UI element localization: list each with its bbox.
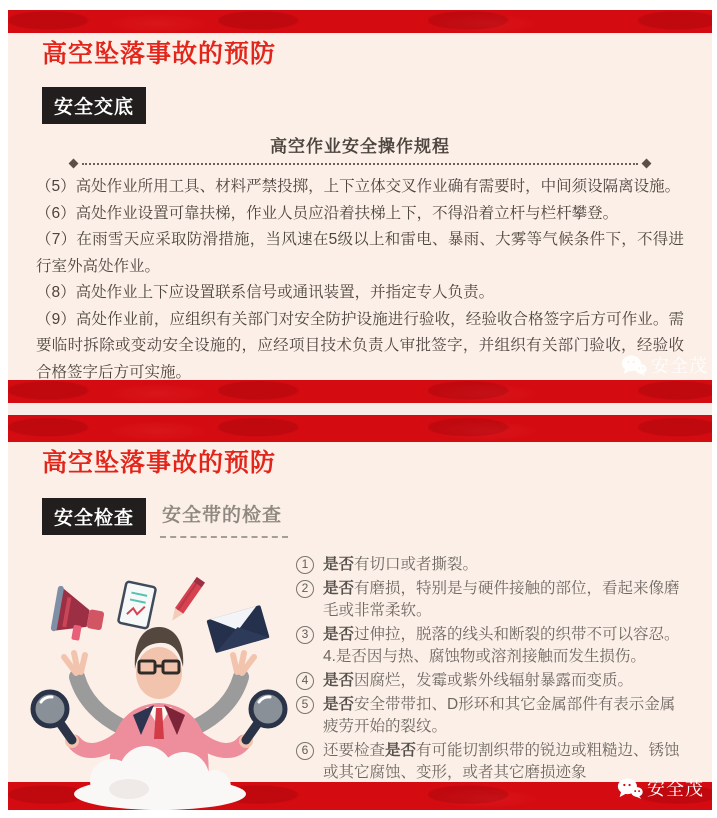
megaphone-icon — [50, 585, 108, 644]
check-item — [296, 670, 702, 692]
clipboard-icon — [118, 581, 156, 628]
watermark-text: 安全茂 — [651, 356, 708, 376]
check-item — [296, 694, 702, 738]
check-item — [296, 578, 702, 622]
panel1-badge: 安全交底 — [42, 87, 146, 124]
inspector-illustration — [14, 575, 304, 810]
circled-number: 5 — [296, 696, 314, 714]
rules-list — [36, 174, 684, 380]
wechat-icon — [617, 778, 643, 799]
inspector-figure — [14, 575, 304, 810]
watermark — [617, 775, 704, 801]
circled-number: 2 — [296, 580, 314, 598]
circled-number: 4 — [296, 672, 314, 690]
diamond-endpoint-right — [642, 159, 652, 169]
wechat-icon — [621, 355, 647, 376]
rule-item: （7）在雨雪天应采取防滑措施，当风速在5级以上和雷电、暴雨、大雾等气候条件下，不得进行室外高处作业。 — [36, 231, 684, 275]
section-heading: 高空作业安全操作规程 — [270, 137, 450, 156]
pencil-icon — [168, 577, 205, 624]
check-item-text: 是否过伸拉，脱落的线头和断裂的织带不可以容忍。4.是否因与热、腐蚀物或溶剂接触而发生损伤。 — [323, 626, 680, 665]
check-item-text: 是否有切口或者撕裂。 — [323, 556, 479, 573]
dotted-divider — [70, 160, 650, 167]
check-list — [296, 554, 702, 782]
check-item — [296, 624, 702, 668]
circled-number: 3 — [296, 626, 314, 644]
panel1-body — [8, 33, 712, 380]
decorative-red-bar-top — [8, 10, 712, 33]
rule-item: （6）高处作业设置可靠扶梯，作业人员应沿着扶梯上下，不得沿着立杆与栏杆攀登。 — [36, 204, 619, 222]
circled-number: 1 — [296, 556, 314, 574]
circled-number: 6 — [296, 742, 314, 760]
decorative-red-bar-top — [8, 415, 712, 442]
check-item-text: 还要检查是否有可能切割织带的锐边或粗糙边、锈蚀或其它腐蚀、变形，或者其它磨损迹象 — [323, 742, 680, 781]
watermark-text: 安全茂 — [647, 779, 704, 799]
watermark — [621, 352, 708, 378]
diamond-endpoint-left — [69, 159, 79, 169]
check-item-text: 是否安全带带扣、D形环和其它金属部件有表示金属疲劳开始的裂纹。 — [323, 696, 676, 735]
badge-row — [42, 498, 712, 538]
check-item — [296, 554, 702, 576]
decorative-red-bar-bottom — [8, 380, 712, 403]
panel-gap — [8, 403, 712, 415]
envelope-icon — [206, 605, 269, 653]
infographic-page — [8, 10, 712, 810]
panel-safety-briefing — [8, 10, 712, 403]
magnifier-icon-right — [246, 692, 285, 740]
panel1-title: 高空坠落事故的预防 — [42, 40, 277, 68]
rule-item: （9）高处作业前，应组织有关部门对安全防护设施进行验收，经验收合格签字后方可作业。需要临时拆除或变动安全设施的，应经项目技术负责人审批签字，并组织有关部门验收，经验收合格签字后方可实施。 — [36, 310, 684, 380]
rule-item: （5）高处作业所用工具、材料严禁投掷，上下立体交叉作业确有需要时，中间须设隔离设施。 — [36, 178, 681, 195]
check-item-text: 是否因腐烂，发霉或紫外线辐射暴露而变质。 — [323, 672, 634, 689]
panel-safety-inspection — [8, 415, 712, 810]
panel2-badge: 安全检查 — [42, 498, 146, 535]
magnifier-icon-left — [33, 692, 72, 740]
dotted-line — [82, 163, 638, 165]
sub-label: 安全带的检查 — [160, 500, 288, 538]
rule-item: （8）高处作业上下应设置联系信号或通讯装置，并指定专人负责。 — [36, 284, 495, 301]
panel2-title: 高空坠落事故的预防 — [42, 449, 277, 477]
check-item-text: 是否有磨损，特别是与硬件接触的部位，看起来像磨毛或非常柔软。 — [323, 580, 680, 619]
